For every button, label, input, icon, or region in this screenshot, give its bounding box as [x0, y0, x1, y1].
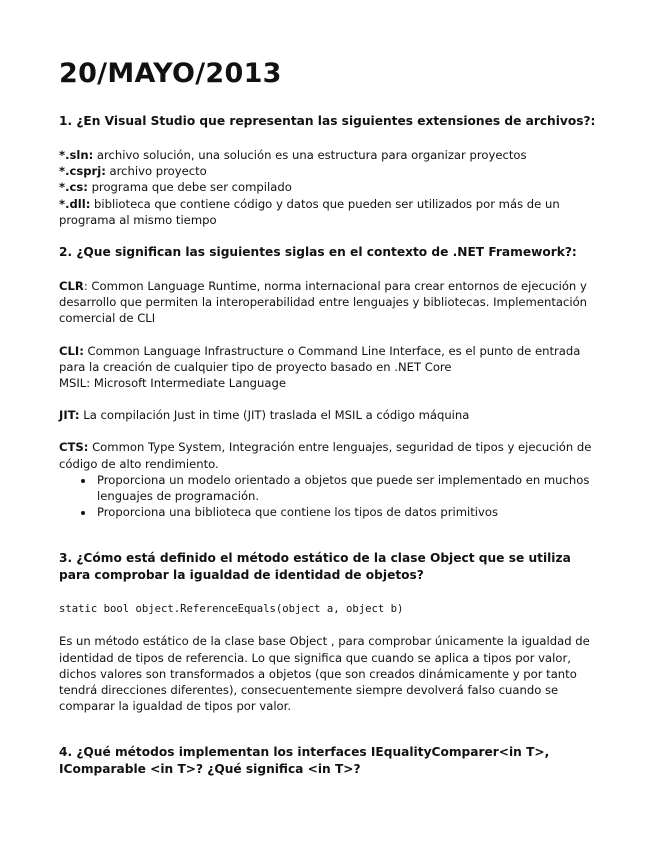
list-item: • Proporciona una biblioteca que contiene los tipos de datos primitivos — [95, 504, 604, 520]
ext-csprj — [59, 163, 604, 179]
term-csprj: *.csprj: — [59, 164, 106, 179]
question-3: 3. ¿Cómo está definido el método estático de la clase Object que se utiliza para comprobar la igualdad de identidad de objetos? — [59, 551, 571, 583]
ext-cs — [59, 179, 604, 195]
def-clr: : Common Language Runtime, norma internacional para crear entornos de ejecución y desarrollo que permiten la interoperabilidad entre lenguajes y bibliotecas. Implementación comercial de CLI — [59, 279, 588, 326]
cli-paragraph — [59, 343, 604, 375]
cts-bullet-list — [59, 472, 604, 521]
ext-sln — [59, 147, 604, 163]
page-title: 20/MAYO/2013 — [59, 58, 282, 89]
term-dll: *.dll: — [59, 196, 91, 211]
term-cts: CTS: — [59, 440, 89, 455]
cts-paragraph — [59, 439, 604, 471]
question-4: 4. ¿Qué métodos implementan los interfaces IEqualityComparer<in T>, IComparable <in T>? ¿Qué significa <in T>? — [59, 745, 550, 777]
document-page — [59, 56, 604, 778]
question-1: 1. ¿En Visual Studio que representan las siguientes extensiones de archivos?: — [59, 114, 596, 128]
term-sln: *.sln: — [59, 148, 94, 162]
msil-paragraph: MSIL: Microsoft Intermediate Language — [59, 376, 286, 391]
def-cts: Common Type System, Integración entre lenguajes, seguridad de tipos y ejecución de código de alto rendimiento. — [59, 440, 592, 471]
ext-dll — [59, 196, 604, 228]
def-dll: biblioteca que contiene código y datos que pueden ser utilizados por más de un programa al mismo tiempo — [59, 196, 560, 227]
term-jit: JIT: — [59, 408, 80, 423]
def-jit: La compilación Just in time (JIT) traslada el MSIL a código máquina — [79, 408, 470, 423]
def-sln: archivo solución, una solución es una estructura para organizar proyectos — [93, 148, 527, 162]
clr-paragraph — [59, 278, 604, 327]
def-csprj: archivo proyecto — [105, 164, 207, 179]
term-cs: *.cs: — [59, 180, 88, 195]
answer-3: Es un método estático de la clase base Object , para comprobar únicamente la igualdad de identidad de tipos de referencia. Lo que significa que cuando se aplica a tipos por valor, dichos valores son transformados a objetos (que son creados dinámicamente y por tanto tendrá direcciones diferentes), consecuentemente siempre devolverá falso cuando se comparar la igualdad de tipos por valor. — [59, 634, 590, 714]
list-item: • Proporciona un modelo orientado a objetos que puede ser implementado en muchos lenguajes de programación. — [95, 472, 604, 504]
term-clr: CLR — [59, 279, 84, 294]
code-snippet: static bool object.ReferenceEquals(object a, object b) — [59, 603, 404, 616]
term-cli: CLI: — [59, 343, 84, 358]
question-2: 2. ¿Que significan las siguientes siglas en el contexto de .NET Framework?: — [59, 245, 577, 260]
def-cli: Common Language Infrastructure o Command Line Interface, es el punto de entrada para la creación de cualquier tipo de proyecto basado en .NET Core — [59, 343, 581, 374]
def-cs: programa que debe ser compilado — [87, 180, 292, 195]
jit-paragraph — [59, 407, 604, 423]
